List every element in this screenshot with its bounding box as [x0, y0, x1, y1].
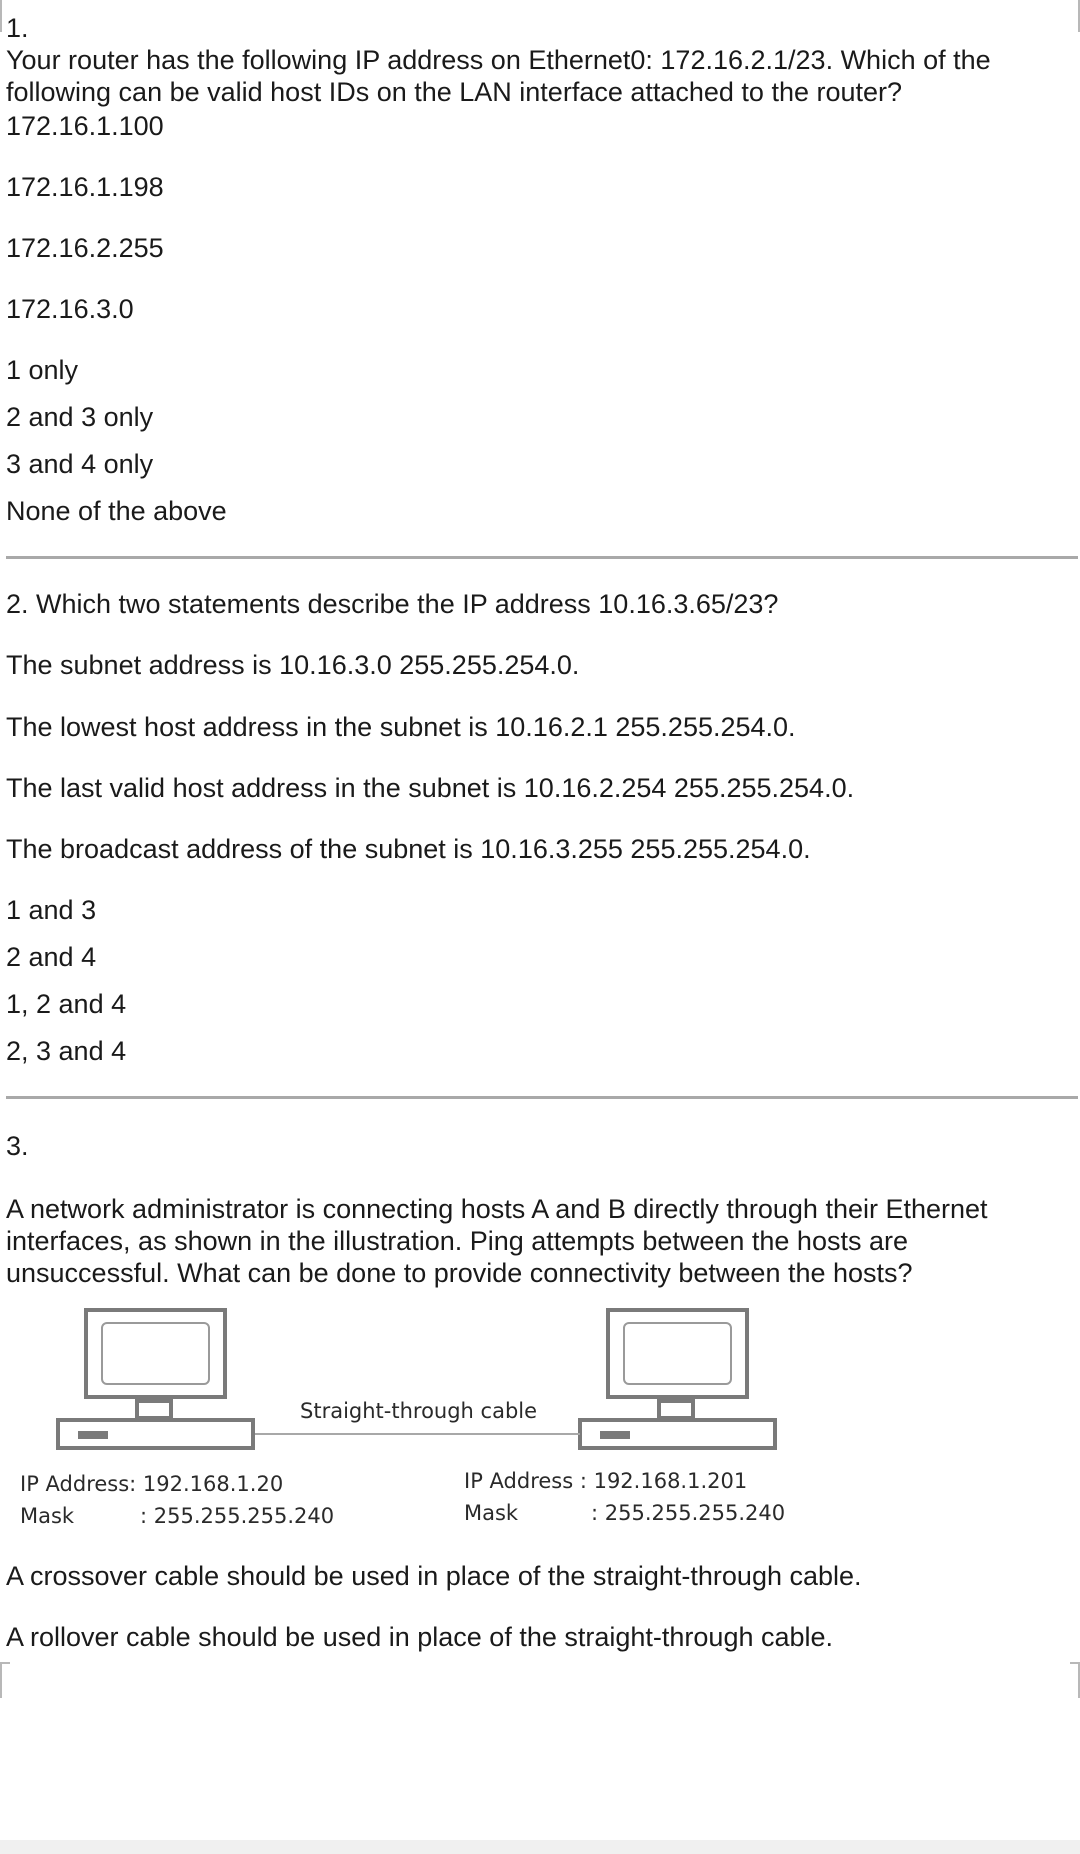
host-b-mask-label: Mask — [464, 1501, 519, 1525]
host-b-ip-label: IP Address : 192.168.1.201 — [464, 1469, 748, 1493]
q2-option-4[interactable]: 2, 3 and 4 — [6, 1036, 127, 1066]
q1-question-text: Your router has the following IP address on Ethernet0: 172.16.2.1/23. Which of the following can be valid host IDs on the LAN interface attached to the router? — [6, 45, 991, 107]
q1-option-1[interactable]: 1 only — [6, 355, 79, 385]
q2-statement-3: The last valid host address in the subnet is 10.16.2.254 255.255.254.0. — [6, 773, 855, 803]
cable-label: Straight-through cable — [300, 1399, 538, 1423]
q2-question-text: 2. Which two statements describe the IP address 10.16.3.65/23? — [6, 589, 779, 619]
q3-number: 3. — [6, 1131, 29, 1161]
q1-statement-2: 172.16.1.198 — [6, 172, 164, 202]
q1-option-4[interactable]: None of the above — [6, 496, 227, 526]
q3-option-1[interactable]: A crossover cable should be used in place of the straight-through cable. — [6, 1561, 862, 1591]
q1-option-3[interactable]: 3 and 4 only — [6, 449, 154, 479]
q1-statement-3: 172.16.2.255 — [6, 233, 164, 263]
q1-statement-1: 172.16.1.100 — [6, 111, 164, 141]
host-b-mask-value: : 255.255.255.240 — [591, 1501, 786, 1525]
q3-question-text: A network administrator is connecting hosts A and B directly through their Ethernet interfaces, as shown in the illustration. Ping attempts between the hosts are unsuccessful. What can be done to provide connectivity between the hosts? — [6, 1194, 988, 1288]
divider-2 — [6, 1096, 1078, 1099]
host-a-computer-icon — [58, 1310, 253, 1448]
corner-mark-bottom-left — [0, 1662, 10, 1698]
corner-mark-bottom-right — [1070, 1662, 1080, 1698]
host-a-mask-value: : 255.255.255.240 — [140, 1504, 335, 1528]
q2-option-2[interactable]: 2 and 4 — [6, 942, 97, 972]
host-b-computer-icon — [580, 1310, 775, 1448]
q2-statement-2: The lowest host address in the subnet is 10.16.2.1 255.255.254.0. — [6, 712, 796, 742]
network-diagram — [0, 1300, 1080, 1540]
divider-1 — [6, 556, 1078, 559]
bottom-bar — [0, 1840, 1080, 1854]
q2-statement-4: The broadcast address of the subnet is 10.16.3.255 255.255.254.0. — [6, 834, 811, 864]
q3-option-2[interactable]: A rollover cable should be used in place of the straight-through cable. — [6, 1622, 834, 1652]
host-a-mask-label: Mask — [20, 1504, 75, 1528]
q2-option-1[interactable]: 1 and 3 — [6, 895, 97, 925]
q1-number: 1. — [6, 13, 29, 43]
q1-option-2[interactable]: 2 and 3 only — [6, 402, 154, 432]
corner-mark-top-right — [1070, 0, 1080, 32]
q2-option-3[interactable]: 1, 2 and 4 — [6, 989, 127, 1019]
q2-statement-1: The subnet address is 10.16.3.0 255.255.254.0. — [6, 650, 580, 680]
q1-statement-4: 172.16.3.0 — [6, 294, 134, 324]
host-a-ip-label: IP Address: 192.168.1.20 — [20, 1472, 284, 1496]
